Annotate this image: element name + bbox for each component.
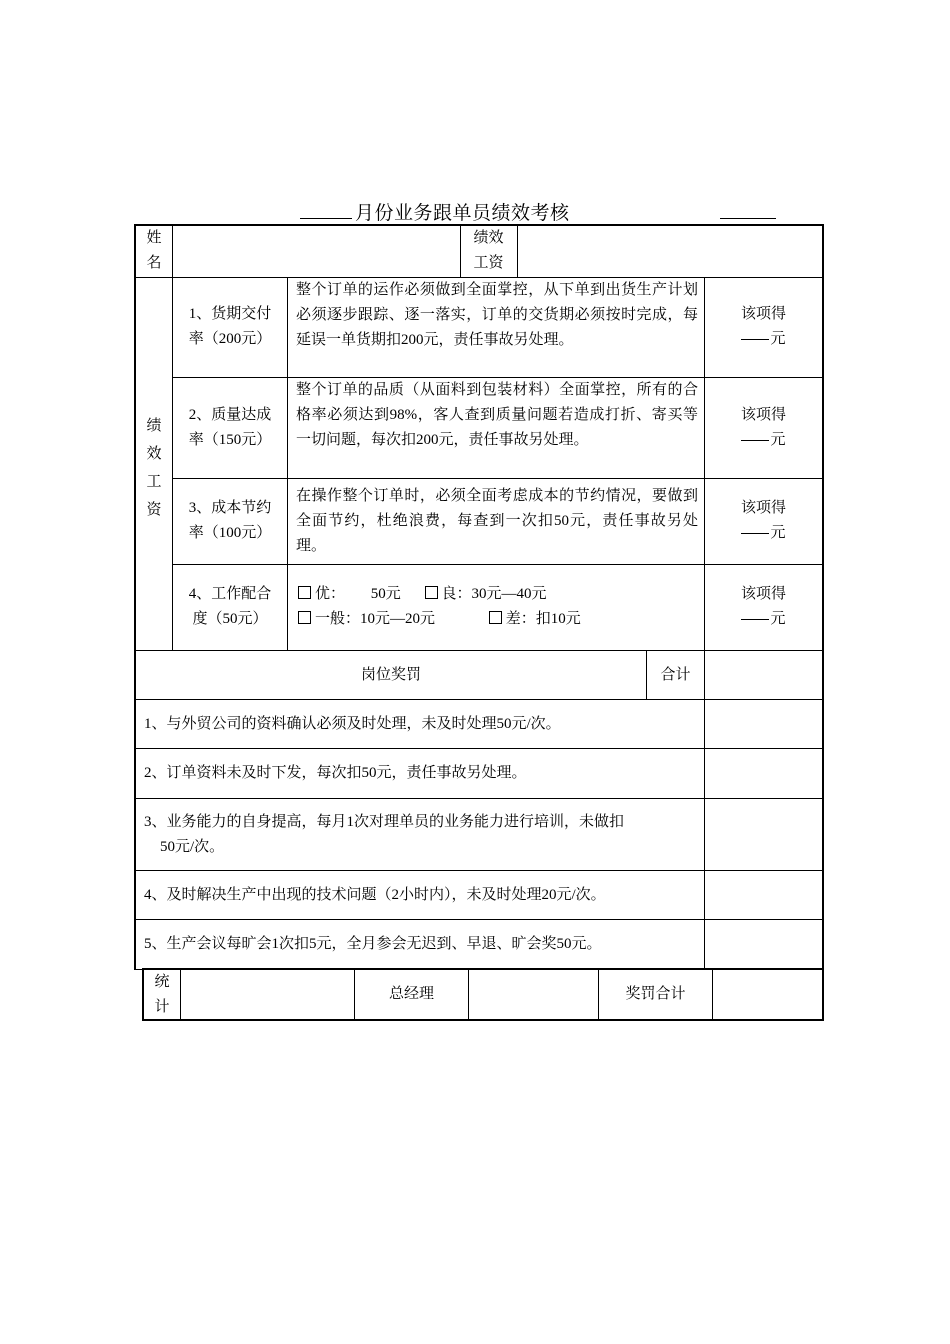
item-desc-delivery: 整个订单的运作必须做到全面掌控，从下单到出货生产计划必须逐步跟踪、逐一落实，订单的交货期必须按时完成，每延误一单货期扣200元，责任事故另处理。 bbox=[296, 282, 698, 348]
row-divider bbox=[136, 748, 822, 749]
row-divider bbox=[136, 870, 822, 871]
section-label-perf-pay: 绩 效 工 资 bbox=[146, 418, 162, 518]
rule-item: 2、订单资料未及时下发，每次扣50元，责任事故另处理。 bbox=[144, 765, 527, 781]
checkbox-icon[interactable] bbox=[425, 586, 438, 599]
rule-item: 1、与外贸公司的资料确认必须及时处理，未及时处理50元/次。 bbox=[144, 716, 561, 732]
item-score-delivery[interactable]: 该项得 元 bbox=[740, 306, 786, 347]
perf-pay-field[interactable] bbox=[518, 226, 822, 277]
checkbox-icon[interactable] bbox=[489, 611, 502, 624]
item-title-quality: 2、质量达成 率（150元） bbox=[188, 407, 272, 448]
row-divider bbox=[136, 699, 822, 700]
title-trailing-blank bbox=[720, 218, 776, 219]
option-average[interactable]: 一般：10元—20元 bbox=[298, 611, 435, 627]
rewards-header: 岗位奖罚 bbox=[360, 667, 421, 683]
col-divider bbox=[287, 277, 288, 650]
perf-pay-label: 绩效 工资 bbox=[473, 230, 504, 271]
stat-label: 统 计 bbox=[154, 974, 170, 1015]
reward-total-field[interactable] bbox=[713, 970, 822, 1019]
rule-item: 5、生产会议每旷会1次扣5元，全月参会无迟到、早退、旷会奖50元。 bbox=[144, 936, 602, 952]
item-title-cost: 3、成本节约 率（100元） bbox=[188, 500, 272, 541]
document-title bbox=[300, 198, 780, 226]
item-desc-quality: 整个订单的品质（从面料到包装材料）全面掌控，所有的合格率必须达到98%，客人查到质量问题若造成打折、寄买等一切问题，每次扣200元，责任事故另处理。 bbox=[296, 382, 698, 448]
option-good[interactable]: 良：30元—40元 bbox=[425, 586, 547, 602]
option-poor[interactable]: 差：扣10元 bbox=[489, 611, 581, 627]
name-label: 姓 名 bbox=[146, 230, 162, 271]
rewards-total-field[interactable] bbox=[705, 651, 822, 699]
reward-total-label: 奖罚合计 bbox=[625, 986, 686, 1002]
row-divider bbox=[136, 919, 822, 920]
option-excellent-value: 50元 bbox=[370, 586, 401, 602]
rule-item: 4、及时解决生产中出现的技术问题（2小时内），未及时处理20元/次。 bbox=[144, 887, 606, 903]
item-title-delivery: 1、货期交付 率（200元） bbox=[188, 306, 272, 347]
item-score-cooperation[interactable]: 该项得 元 bbox=[740, 586, 786, 627]
rewards-total-label: 合计 bbox=[660, 667, 691, 683]
gm-field[interactable] bbox=[469, 970, 598, 1019]
checkbox-icon[interactable] bbox=[298, 611, 311, 624]
option-excellent[interactable]: 优： bbox=[298, 586, 345, 602]
month-blank[interactable] bbox=[300, 218, 352, 219]
stat-field[interactable] bbox=[181, 970, 354, 1019]
name-field[interactable] bbox=[173, 226, 460, 277]
gm-label: 总经理 bbox=[388, 986, 434, 1002]
item-desc-cost: 在操作整个订单时，必须全面考虑成本的节约情况，要做到全面节约，杜绝浪费，每查到一次扣50元，责任事故另处理。 bbox=[296, 488, 698, 554]
row-divider bbox=[172, 564, 822, 565]
row-divider bbox=[136, 798, 822, 799]
title-text: 月份业务跟单员绩效考核 bbox=[355, 203, 570, 224]
item-score-cost[interactable]: 该项得 元 bbox=[740, 500, 786, 541]
row-divider bbox=[172, 478, 822, 479]
item-options-cooperation bbox=[298, 582, 700, 632]
evaluation-table bbox=[134, 224, 824, 970]
checkbox-icon[interactable] bbox=[298, 586, 311, 599]
item-score-quality[interactable]: 该项得 元 bbox=[740, 407, 786, 448]
rule-item: 3、业务能力的自身提高，每月1次对理单员的业务能力进行培训，未做扣 50元/次。 bbox=[144, 814, 625, 855]
item-title-cooperation: 4、工作配合 度（50元） bbox=[188, 586, 272, 627]
statistics-table bbox=[142, 968, 824, 1021]
